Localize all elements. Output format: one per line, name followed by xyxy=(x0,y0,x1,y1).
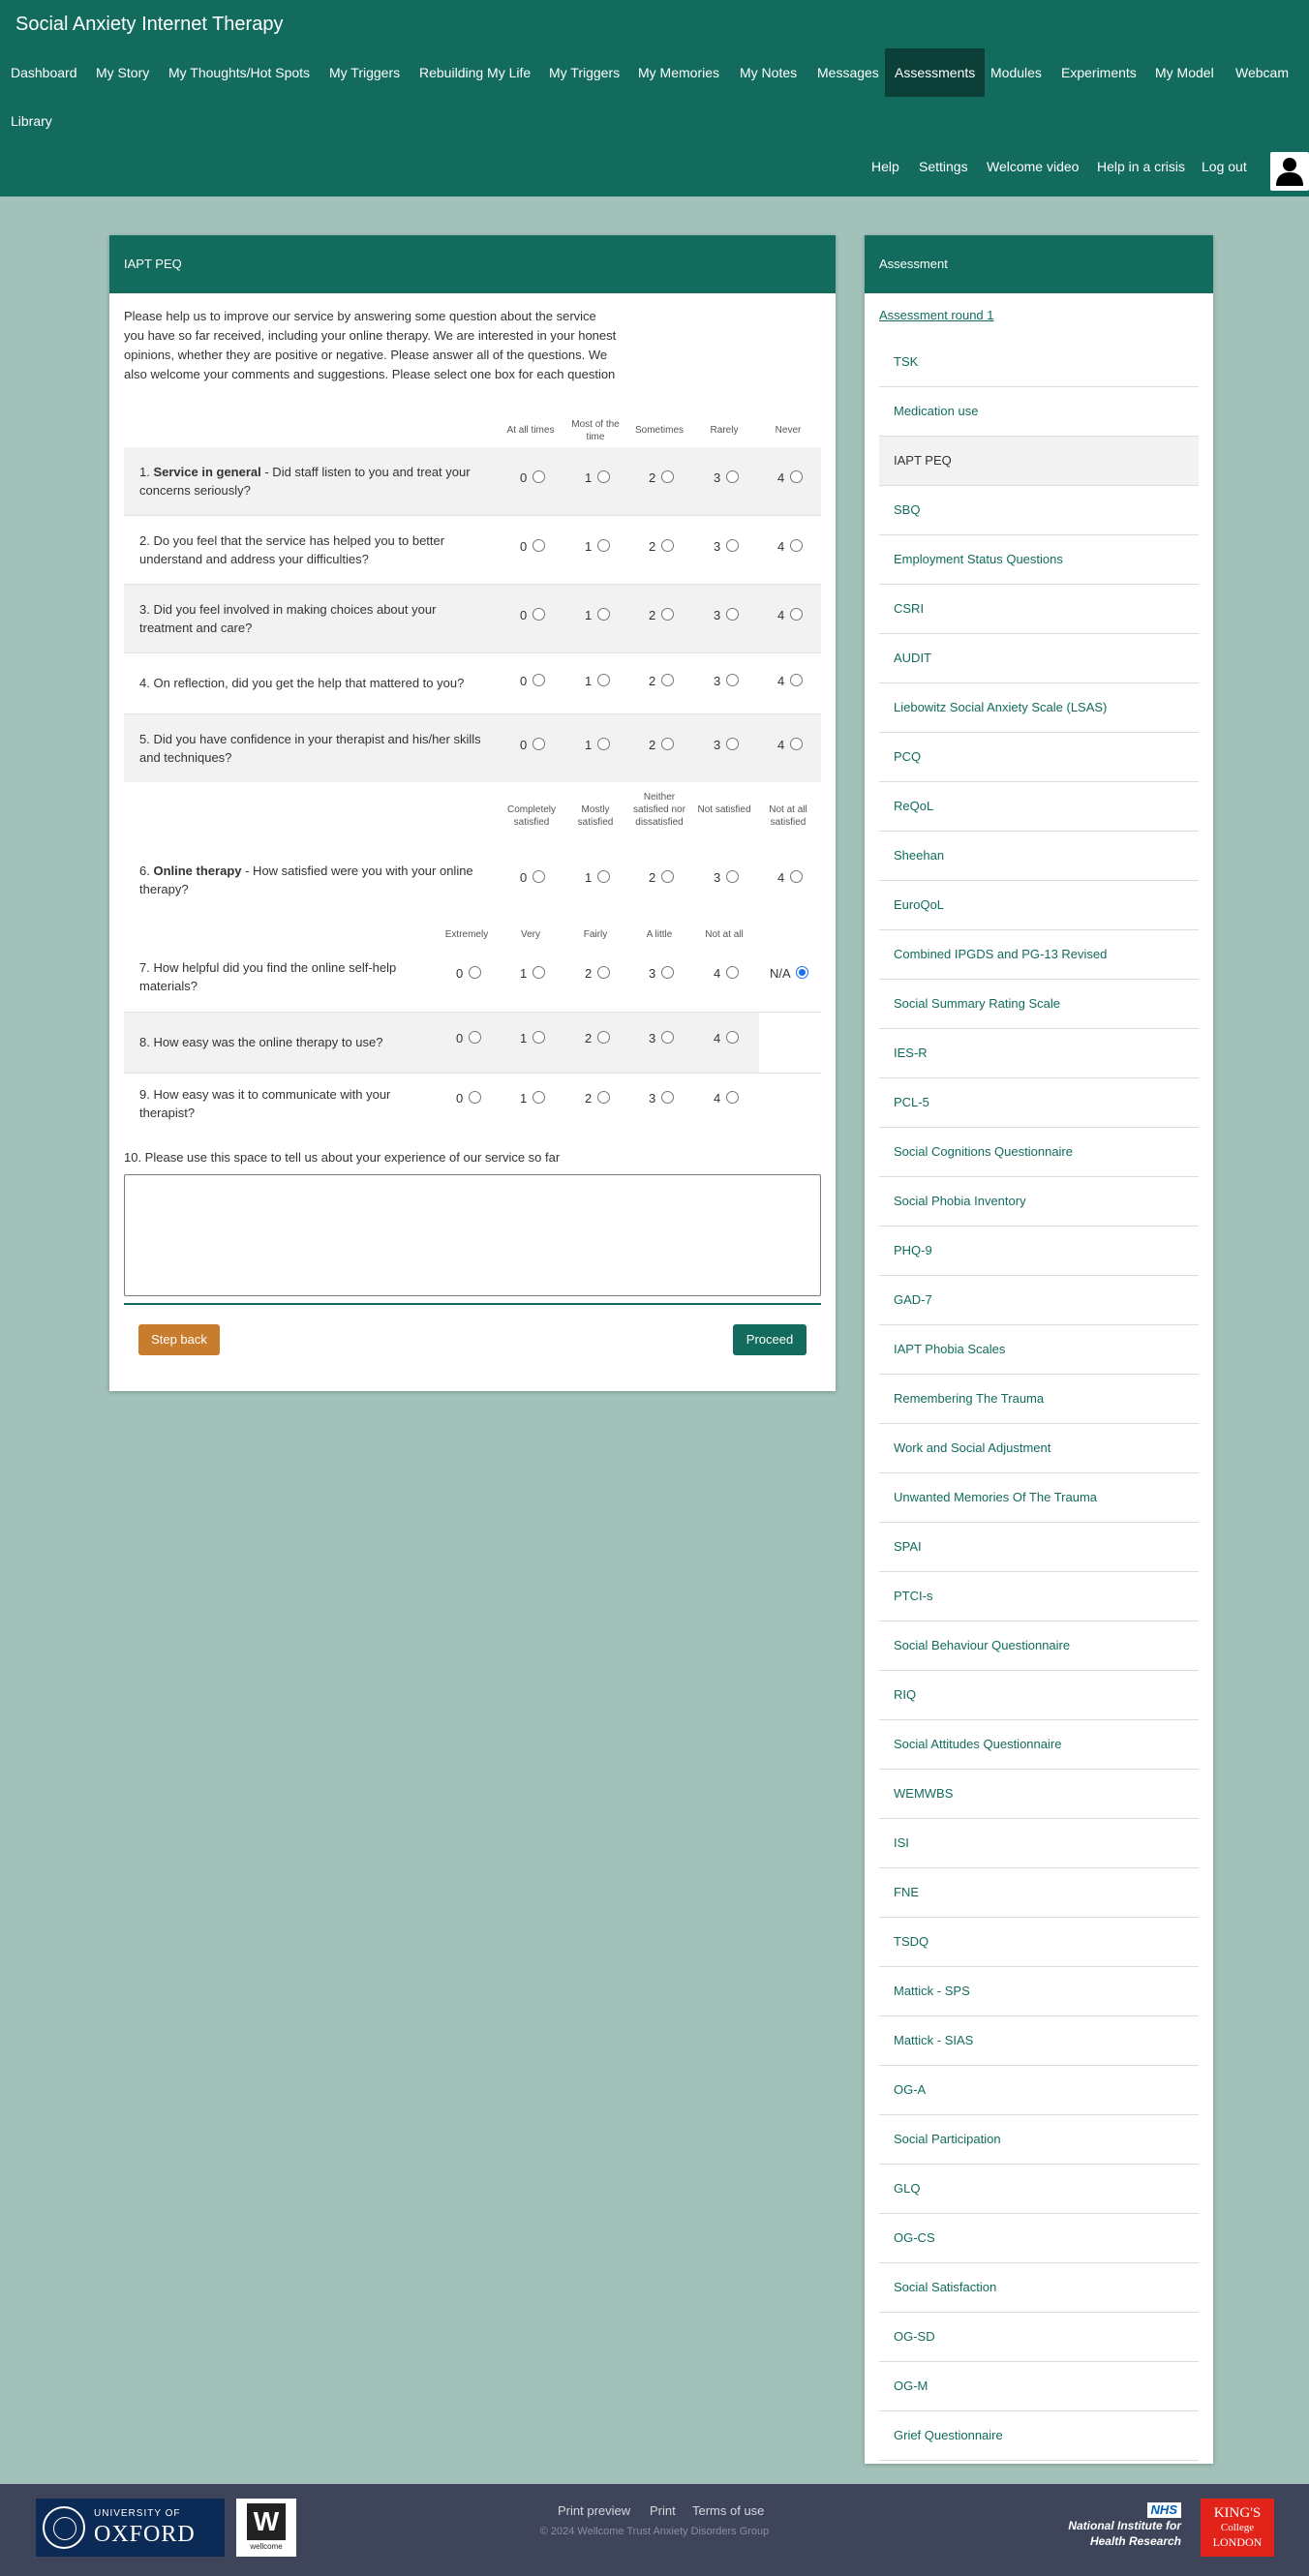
sidebar-item-social-cognitions-questionnaire[interactable]: Social Cognitions Questionnaire xyxy=(879,1128,1199,1177)
radio-icon[interactable] xyxy=(790,674,803,686)
nav-library[interactable]: Library xyxy=(11,113,52,129)
q3-option-2[interactable]: 2 xyxy=(649,608,674,622)
question-10-text: 10. Please use this space to tell us about your experience of our service so far xyxy=(124,1150,561,1165)
nhs-badge: NHS xyxy=(1147,2502,1181,2518)
radio-icon[interactable] xyxy=(597,1031,610,1044)
radio-icon[interactable] xyxy=(533,1031,545,1044)
radio-icon[interactable] xyxy=(533,608,545,621)
nav-modules[interactable]: Modules xyxy=(990,65,1042,80)
q6-option-3[interactable]: 3 xyxy=(714,870,739,885)
q7-option-3[interactable]: 3 xyxy=(649,966,674,981)
radio-icon[interactable] xyxy=(790,738,803,750)
question-row-9 xyxy=(124,1074,821,1134)
q5-option-2[interactable]: 2 xyxy=(649,738,674,752)
question-1-text: 1. Service in general - Did staff listen to you and treat your concerns seriously? xyxy=(139,465,471,498)
nav-experiments[interactable]: Experiments xyxy=(1061,65,1137,80)
comment-textarea[interactable] xyxy=(124,1174,821,1296)
q4-option-1[interactable]: 1 xyxy=(585,674,610,688)
nav-my-triggers-2[interactable]: My Triggers xyxy=(549,65,621,80)
sidebar-item-social-phobia-inventory[interactable]: Social Phobia Inventory xyxy=(879,1177,1199,1227)
sidebar-item-social-summary-rating-scale[interactable]: Social Summary Rating Scale xyxy=(879,980,1199,1029)
radio-icon[interactable] xyxy=(597,966,610,979)
welcome-video-link[interactable]: Welcome video xyxy=(987,159,1080,174)
sidebar-item-sbq[interactable]: SBQ xyxy=(879,486,1199,535)
question-row-1 xyxy=(124,447,821,515)
radio-icon[interactable] xyxy=(597,608,610,621)
user-avatar-icon[interactable] xyxy=(1270,152,1309,191)
form-divider xyxy=(124,1303,821,1305)
radio-icon[interactable] xyxy=(726,470,739,483)
help-link[interactable]: Help xyxy=(871,159,899,174)
sidebar-item-og-cs[interactable]: OG-CS xyxy=(879,2214,1199,2263)
sidebar-item-mattick-sias[interactable]: Mattick - SIAS xyxy=(879,2016,1199,2066)
sidebar-item-tsdq[interactable]: TSDQ xyxy=(879,1918,1199,1967)
nihr-logo xyxy=(1046,2502,1181,2553)
question-row-7 xyxy=(124,944,821,1012)
sidebar-item-spai[interactable]: SPAI xyxy=(879,1523,1199,1572)
radio-icon[interactable] xyxy=(726,1091,739,1104)
radio-icon[interactable] xyxy=(661,470,674,483)
q4-option-2[interactable]: 2 xyxy=(649,674,674,688)
radio-icon[interactable] xyxy=(533,738,545,750)
sidebar-item-social-participation[interactable]: Social Participation xyxy=(879,2115,1199,2165)
sidebar-item-reqol[interactable]: ReQoL xyxy=(879,782,1199,832)
q7-option-2[interactable]: 2 xyxy=(585,966,610,981)
q8-option-3[interactable]: 3 xyxy=(649,1031,674,1046)
sidebar-item-work-and-social-adjustment[interactable]: Work and Social Adjustment xyxy=(879,1424,1199,1473)
question-5-text: 5. Did you have confidence in your therapist and his/her skills and techniques? xyxy=(139,732,481,765)
q6-option-1[interactable]: 1 xyxy=(585,870,610,885)
q8-option-0[interactable]: 0 xyxy=(456,1031,481,1046)
radio-icon[interactable] xyxy=(790,470,803,483)
question-row-4 xyxy=(124,653,821,713)
radio-icon[interactable] xyxy=(661,608,674,621)
q2-option-3[interactable]: 3 xyxy=(714,539,739,554)
q1-option-0[interactable]: 0 xyxy=(520,470,545,485)
scale2-header-1: Mostly satisfied xyxy=(577,804,614,828)
radio-icon[interactable] xyxy=(726,870,739,883)
q4-option-0[interactable]: 0 xyxy=(520,674,545,688)
nihr-line-1: National Institute for xyxy=(1068,2519,1181,2532)
radio-icon[interactable] xyxy=(661,539,674,552)
card-title: IAPT PEQ xyxy=(109,235,836,293)
sidebar-item-unwanted-memories-of-the-trauma[interactable]: Unwanted Memories Of The Trauma xyxy=(879,1473,1199,1523)
app-title[interactable]: Social Anxiety Internet Therapy xyxy=(15,14,284,35)
nav-my-memories[interactable]: My Memories xyxy=(638,65,720,80)
kings-line-2: College xyxy=(1220,2522,1255,2533)
assessment-sidebar xyxy=(865,235,1213,2464)
sidebar-item-euroqol[interactable]: EuroQoL xyxy=(879,881,1199,930)
radio-icon[interactable] xyxy=(533,966,545,979)
scale1-header-4: Never xyxy=(775,425,802,436)
radio-icon[interactable] xyxy=(597,539,610,552)
scale1-header-2: Sometimes xyxy=(634,425,684,436)
terms-link[interactable]: Terms of use xyxy=(692,2503,765,2518)
scale3-header-1: Very xyxy=(520,929,540,940)
q5-option-1[interactable]: 1 xyxy=(585,738,610,752)
print-preview-link[interactable]: Print preview xyxy=(558,2503,631,2518)
sidebar-item-pcl-5[interactable]: PCL-5 xyxy=(879,1078,1199,1128)
scale3-header-0: Extremely xyxy=(444,929,489,940)
radio-icon[interactable] xyxy=(661,674,674,686)
header xyxy=(0,0,1309,197)
oxford-logo-name: OXFORD xyxy=(94,2522,196,2547)
scale3-header-2: Fairly xyxy=(583,929,608,940)
q8-option-4[interactable]: 4 xyxy=(714,1031,739,1046)
radio-icon[interactable] xyxy=(533,539,545,552)
nav-my-thoughts[interactable]: My Thoughts/Hot Spots xyxy=(168,65,311,80)
sidebar-item-employment-status-questions[interactable]: Employment Status Questions xyxy=(879,535,1199,585)
q9-option-1[interactable]: 1 xyxy=(520,1091,545,1106)
question-row-5 xyxy=(124,714,821,782)
radio-icon[interactable] xyxy=(661,1091,674,1104)
logout-link[interactable]: Log out xyxy=(1202,159,1247,174)
sidebar-item-iapt-phobia-scales[interactable]: IAPT Phobia Scales xyxy=(879,1325,1199,1375)
q4-option-4[interactable]: 4 xyxy=(777,674,803,688)
q5-option-4[interactable]: 4 xyxy=(777,738,803,752)
q8-option-1[interactable]: 1 xyxy=(520,1031,545,1046)
sidebar-item-og-sd[interactable]: OG-SD xyxy=(879,2313,1199,2362)
copyright: © 2024 Wellcome Trust Anxiety Disorders Group xyxy=(539,2526,770,2537)
sidebar-item-gad-7[interactable]: GAD-7 xyxy=(879,1276,1199,1325)
sidebar-item-social-attitudes-questionnaire[interactable]: Social Attitudes Questionnaire xyxy=(879,1720,1199,1770)
q2-option-4[interactable]: 4 xyxy=(777,539,803,554)
q9-option-0[interactable]: 0 xyxy=(456,1091,481,1106)
sidebar-item-medication-use[interactable]: Medication use xyxy=(879,387,1199,437)
assessment-card xyxy=(109,235,836,1391)
sidebar-item-social-behaviour-questionnaire[interactable]: Social Behaviour Questionnaire xyxy=(879,1621,1199,1671)
kings-line-3: LONDON xyxy=(1212,2535,1263,2549)
q7-option-0[interactable]: 0 xyxy=(456,966,481,981)
radio-icon[interactable] xyxy=(533,470,545,483)
proceed-button[interactable]: Proceed xyxy=(733,1324,807,1355)
radio-icon[interactable] xyxy=(597,470,610,483)
radio-icon[interactable] xyxy=(597,674,610,686)
scale3-header-4: Not at all xyxy=(705,929,744,940)
nav-my-story[interactable]: My Story xyxy=(96,65,150,80)
radio-icon[interactable] xyxy=(469,1091,481,1104)
radio-icon[interactable] xyxy=(661,1031,674,1044)
sidebar-item-pcq[interactable]: PCQ xyxy=(879,733,1199,782)
sidebar-item-sheehan[interactable]: Sheehan xyxy=(879,832,1199,881)
sidebar-item-liebowitz-social-anxiety-scale-lsas[interactable]: Liebowitz Social Anxiety Scale (LSAS) xyxy=(879,683,1199,733)
scale2-header-0: Completely satisfied xyxy=(506,804,557,828)
oxford-logo-small: UNIVERSITY OF xyxy=(94,2508,181,2519)
radio-icon[interactable] xyxy=(726,608,739,621)
q2-option-2[interactable]: 2 xyxy=(649,539,674,554)
radio-icon[interactable] xyxy=(790,870,803,883)
nav-dashboard[interactable]: Dashboard xyxy=(11,65,77,80)
question-row-8 xyxy=(124,1013,821,1073)
q6-option-2[interactable]: 2 xyxy=(649,870,674,885)
question-8-text: 8. How easy was the online therapy to use? xyxy=(139,1035,383,1049)
question-row-6 xyxy=(124,858,821,918)
help-in-crisis-link[interactable]: Help in a crisis xyxy=(1097,159,1186,174)
sidebar-item-iapt-peq[interactable]: IAPT PEQ xyxy=(879,437,1199,486)
radio-icon[interactable] xyxy=(469,966,481,979)
q7-option-4[interactable]: 4 xyxy=(714,966,739,981)
sidebar-item-csri[interactable]: CSRI xyxy=(879,585,1199,634)
q2-option-0[interactable]: 0 xyxy=(520,539,545,554)
q9-option-4[interactable]: 4 xyxy=(714,1091,739,1106)
q9-option-2[interactable]: 2 xyxy=(585,1091,610,1106)
sidebar-item-riq[interactable]: RIQ xyxy=(879,1671,1199,1720)
print-link[interactable]: Print xyxy=(650,2503,676,2518)
radio-icon[interactable] xyxy=(790,608,803,621)
q1-option-2[interactable]: 2 xyxy=(649,470,674,485)
sidebar-title: Assessment xyxy=(865,235,1213,293)
q5-option-0[interactable]: 0 xyxy=(520,738,545,752)
radio-icon[interactable] xyxy=(533,1091,545,1104)
question-row-3 xyxy=(124,585,821,652)
nav-rebuilding[interactable]: Rebuilding My Life xyxy=(419,65,532,80)
radio-icon[interactable] xyxy=(790,539,803,552)
sidebar-item-isi[interactable]: ISI xyxy=(879,1819,1199,1868)
radio-selected-icon[interactable] xyxy=(796,966,808,979)
q2-option-1[interactable]: 1 xyxy=(585,539,610,554)
radio-icon[interactable] xyxy=(726,966,739,979)
nav-my-model[interactable]: My Model xyxy=(1155,65,1214,80)
radio-icon[interactable] xyxy=(661,738,674,750)
sidebar-item-ptci-s[interactable]: PTCI-s xyxy=(879,1572,1199,1621)
radio-icon[interactable] xyxy=(597,738,610,750)
q1-option-1[interactable]: 1 xyxy=(585,470,610,485)
question-2-text: 2. Do you feel that the service has helped you to better understand and address your difficulties? xyxy=(139,533,445,566)
sidebar-item-tsk[interactable]: TSK xyxy=(879,338,1199,387)
radio-icon[interactable] xyxy=(726,674,739,686)
nav-my-triggers[interactable]: My Triggers xyxy=(329,65,401,80)
radio-icon[interactable] xyxy=(533,870,545,883)
radio-icon[interactable] xyxy=(726,1031,739,1044)
kings-college-logo xyxy=(1201,2499,1274,2557)
nihr-line-2: Health Research xyxy=(1089,2534,1181,2548)
scale1-header-1: Most of the time xyxy=(571,419,620,442)
question-3-text: 3. Did you feel involved in making choices about your treatment and care? xyxy=(139,602,437,635)
sidebar-item-grief-questionnaire[interactable]: Grief Questionnaire xyxy=(879,2411,1199,2461)
settings-link[interactable]: Settings xyxy=(919,159,968,174)
kings-line-1: KING'S xyxy=(1213,2505,1262,2521)
assessment-round-link[interactable]: Assessment round 1 xyxy=(879,308,994,322)
radio-icon[interactable] xyxy=(469,1031,481,1044)
q3-option-1[interactable]: 1 xyxy=(585,608,610,622)
radio-icon[interactable] xyxy=(597,1091,610,1104)
nav-webcam[interactable]: Webcam xyxy=(1235,65,1289,80)
sidebar-item-og-m[interactable]: OG-M xyxy=(879,2362,1199,2411)
nav-messages[interactable]: Messages xyxy=(817,65,879,80)
scale3-header-3: A little xyxy=(646,929,673,940)
q5-option-3[interactable]: 3 xyxy=(714,738,739,752)
nav-my-notes[interactable]: My Notes xyxy=(740,65,798,80)
sidebar-item-mattick-sps[interactable]: Mattick - SPS xyxy=(879,1967,1199,2016)
q7-option-1[interactable]: 1 xyxy=(520,966,545,981)
question-9-text: 9. How easy was it to communicate with your therapist? xyxy=(139,1087,391,1120)
radio-icon[interactable] xyxy=(726,738,739,750)
sidebar-item-combined-ipgds-and-pg-13-revised[interactable]: Combined IPGDS and PG-13 Revised xyxy=(879,930,1199,980)
question-row-2 xyxy=(124,516,821,584)
q1-option-4[interactable]: 4 xyxy=(777,470,803,485)
q3-option-0[interactable]: 0 xyxy=(520,608,545,622)
sidebar-item-glq[interactable]: GLQ xyxy=(879,2165,1199,2214)
question-6-text: 6. Online therapy - How satisfied were you with your online therapy? xyxy=(139,864,473,896)
radio-icon[interactable] xyxy=(597,870,610,883)
q3-option-3[interactable]: 3 xyxy=(714,608,739,622)
question-7-text: 7. How helpful did you find the online self-help materials? xyxy=(139,960,397,993)
radio-icon[interactable] xyxy=(661,870,674,883)
scale1-header-3: Rarely xyxy=(710,425,739,436)
sidebar-item-fne[interactable]: FNE xyxy=(879,1868,1199,1918)
sidebar-item-social-satisfaction[interactable]: Social Satisfaction xyxy=(879,2263,1199,2313)
sidebar-item-phq-9[interactable]: PHQ-9 xyxy=(879,1227,1199,1276)
sidebar-item-audit[interactable]: AUDIT xyxy=(879,634,1199,683)
sidebar-item-og-a[interactable]: OG-A xyxy=(879,2066,1199,2115)
q8-option-2[interactable]: 2 xyxy=(585,1031,610,1046)
q4-option-3[interactable]: 3 xyxy=(714,674,739,688)
sidebar-item-ies-r[interactable]: IES-R xyxy=(879,1029,1199,1078)
q6-option-0[interactable]: 0 xyxy=(520,870,545,885)
wellcome-logo-text: wellcome xyxy=(250,2542,283,2551)
sidebar-item-wemwbs[interactable]: WEMWBS xyxy=(879,1770,1199,1819)
scale2-header-3: Not satisfied xyxy=(697,804,751,815)
q3-option-4[interactable]: 4 xyxy=(777,608,803,622)
question-4-text: 4. On reflection, did you get the help that mattered to you? xyxy=(139,676,465,690)
main-nav xyxy=(0,48,1309,145)
q9-option-3[interactable]: 3 xyxy=(649,1091,674,1106)
radio-icon[interactable] xyxy=(726,539,739,552)
wellcome-w-icon: W xyxy=(247,2503,286,2540)
nav-assessments[interactable]: Assessments xyxy=(885,48,985,97)
scale2-header-4: Not at all satisfied xyxy=(769,804,807,828)
q6-option-4[interactable]: 4 xyxy=(777,870,803,885)
q1-option-3[interactable]: 3 xyxy=(714,470,739,485)
radio-icon[interactable] xyxy=(661,966,674,979)
intro-text: Please help us to improve our service by answering some question about the service you have so far received, including your online therapy. We are interested in your honest opinions, whether they are positive or negative. Please answer all of the questions. We also welcome your comments and suggestions. Please select one box for each question xyxy=(124,309,617,381)
scale1-header-0: At all times xyxy=(506,425,555,436)
scale2-header-2: Neither satisfied nor dissatisfied xyxy=(633,792,685,828)
sidebar-item-remembering-the-trauma[interactable]: Remembering The Trauma xyxy=(879,1375,1199,1424)
q7-option-na[interactable]: N/A xyxy=(770,966,808,981)
radio-icon[interactable] xyxy=(533,674,545,686)
step-back-button[interactable]: Step back xyxy=(138,1324,220,1355)
